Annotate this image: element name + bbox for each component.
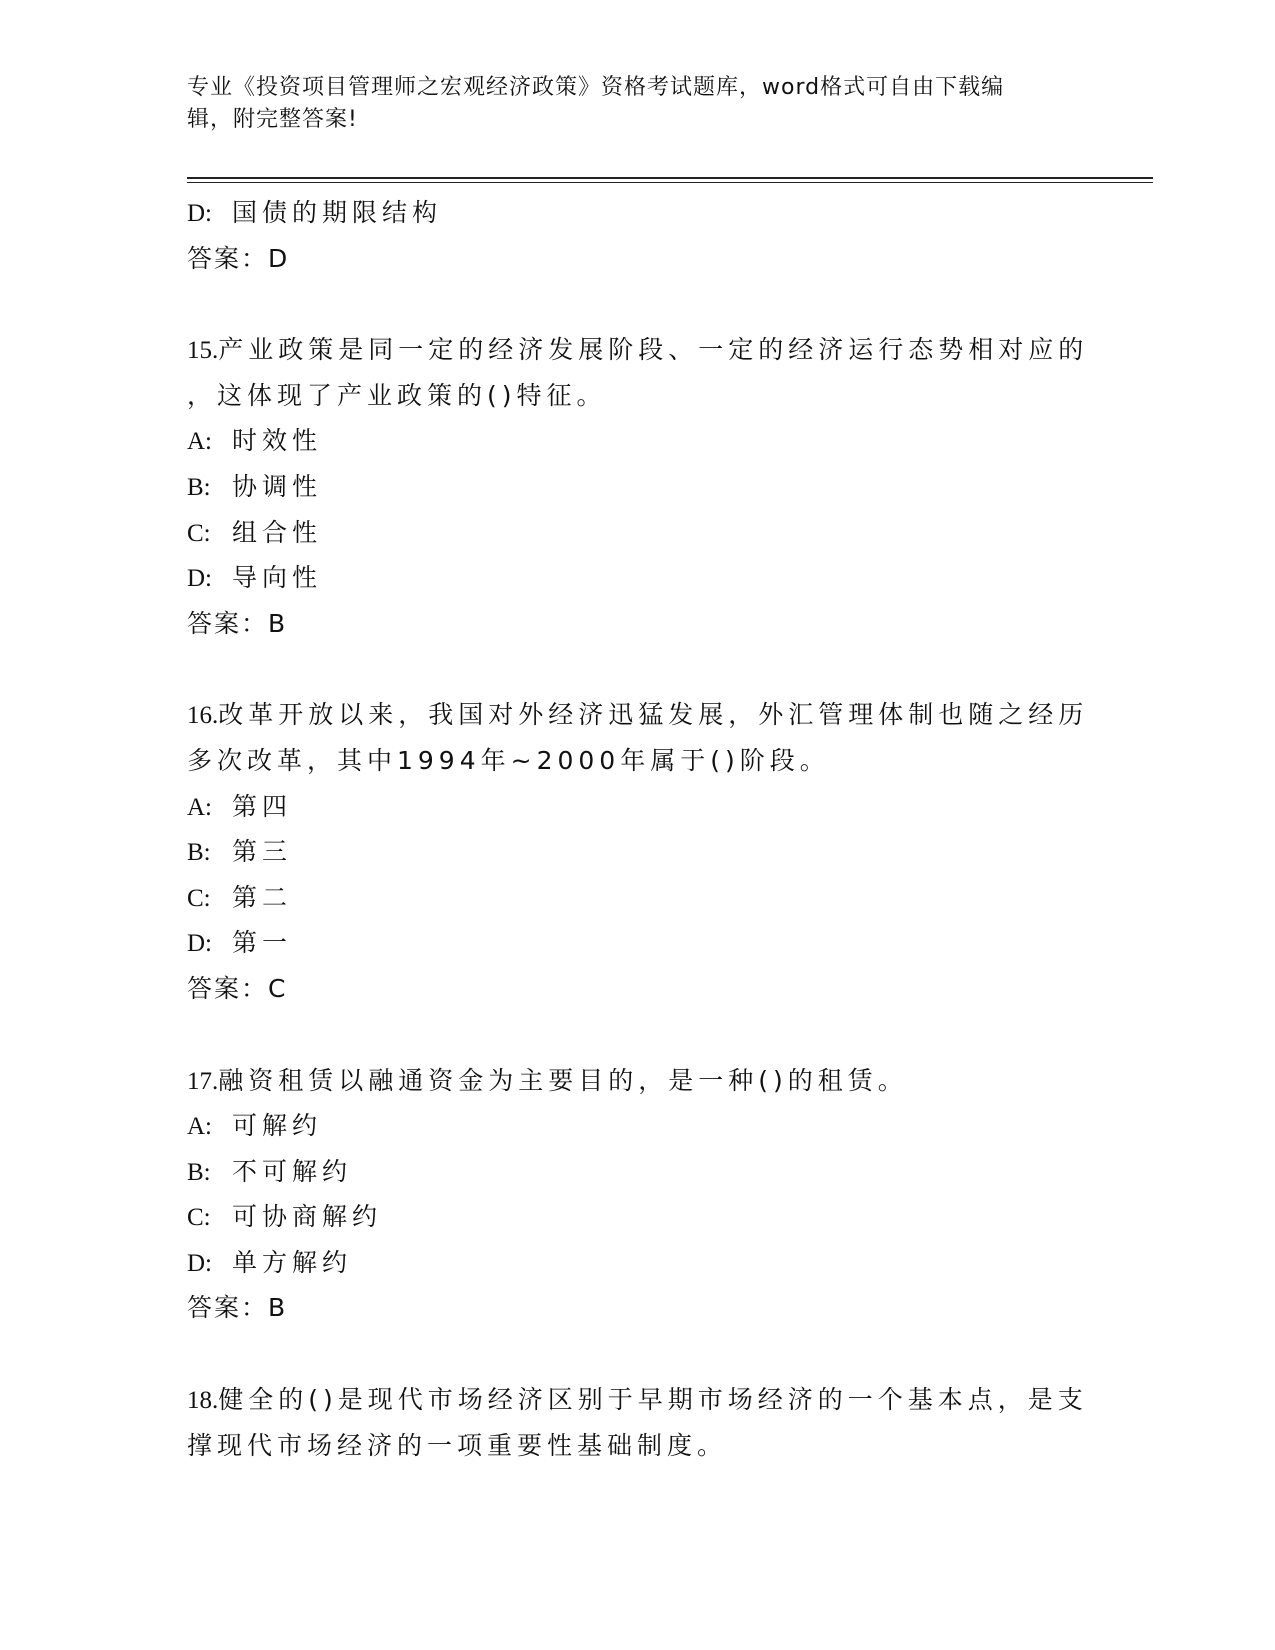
q15-stem-line-2: ，这体现了产业政策的()特征。 bbox=[187, 380, 607, 410]
q16-option-d bbox=[187, 920, 1087, 966]
option-text: 导向性 bbox=[232, 563, 323, 593]
option-key: C: bbox=[187, 884, 211, 912]
option-key: C: bbox=[187, 1204, 211, 1232]
q17-stem-line-1 bbox=[187, 1058, 1087, 1104]
q16-option-b bbox=[187, 829, 1087, 875]
option-key: A: bbox=[187, 793, 212, 821]
option-key: D: bbox=[187, 930, 212, 958]
q17-answer: 答案：B bbox=[187, 1293, 288, 1323]
question-text: 产业政策是同一定的经济发展阶段、一定的经济运行态势相对应的 bbox=[218, 335, 1089, 365]
option-key: D: bbox=[187, 1249, 212, 1277]
question-text: 改革开放以来，我国对外经济迅猛发展，外汇管理体制也随之经历 bbox=[218, 700, 1089, 730]
q17-option-c bbox=[187, 1194, 1087, 1240]
header-line-1: 专业《投资项目管理师之宏观经济政策》资格考试题库，word格式可自由下载编 bbox=[187, 75, 1005, 100]
question-number: 16. bbox=[187, 702, 219, 730]
document-body bbox=[187, 190, 1087, 1468]
question-number: 15. bbox=[187, 337, 219, 365]
option-text: 单方解约 bbox=[232, 1247, 353, 1277]
q15-stem-line-1 bbox=[187, 327, 1087, 373]
q15-option-c bbox=[187, 510, 1087, 556]
option-text: 第三 bbox=[232, 837, 293, 867]
question-text: 健全的()是现代市场经济区别于早期市场经济的一个基本点，是支 bbox=[218, 1385, 1088, 1415]
option-text: 第一 bbox=[232, 928, 293, 958]
option-key: A: bbox=[187, 1113, 212, 1141]
option-key: B: bbox=[187, 839, 211, 867]
option-key: B: bbox=[187, 1158, 211, 1186]
page-header bbox=[187, 72, 1067, 136]
question-text: 融资租赁以融通资金为主要目的，是一种()的租赁。 bbox=[218, 1065, 908, 1095]
q17-option-d bbox=[187, 1240, 1087, 1286]
q17-option-b bbox=[187, 1149, 1087, 1195]
option-text: 国债的期限结构 bbox=[232, 198, 443, 227]
q15-option-a bbox=[187, 418, 1087, 464]
option-text: 可协商解约 bbox=[232, 1202, 383, 1232]
option-key: D: bbox=[187, 565, 212, 593]
option-text: 协调性 bbox=[232, 471, 323, 501]
option-text: 第二 bbox=[232, 882, 293, 912]
q16-option-a bbox=[187, 784, 1087, 830]
q18-stem-line-1 bbox=[187, 1377, 1087, 1423]
q16-stem-line-2: 多次改革，其中1994年~2000年属于()阶段。 bbox=[187, 745, 830, 775]
option-text: 时效性 bbox=[232, 426, 323, 456]
header-rule-thick bbox=[187, 177, 1153, 179]
option-text: 第四 bbox=[232, 791, 293, 821]
q18-stem-line-2: 撑现代市场经济的一项重要性基础制度。 bbox=[187, 1430, 728, 1460]
q15-option-b bbox=[187, 464, 1087, 510]
q15-option-d bbox=[187, 555, 1087, 601]
question-number: 17. bbox=[187, 1067, 219, 1095]
q17-option-a bbox=[187, 1103, 1087, 1149]
option-key: C: bbox=[187, 519, 211, 547]
q16-option-c bbox=[187, 875, 1087, 921]
option-key: D: bbox=[187, 200, 212, 227]
prev-answer: 答案：D bbox=[187, 243, 290, 273]
header-rule-thin bbox=[187, 182, 1153, 183]
option-key: A: bbox=[187, 428, 212, 456]
option-text: 不可解约 bbox=[232, 1156, 353, 1186]
q16-answer: 答案：C bbox=[187, 973, 288, 1003]
option-text: 组合性 bbox=[232, 517, 323, 547]
q15-answer: 答案：B bbox=[187, 608, 288, 638]
prev-option-d bbox=[187, 190, 1087, 236]
header-line-2: 辑，附完整答案! bbox=[187, 107, 358, 132]
question-number: 18. bbox=[187, 1387, 219, 1415]
option-key: B: bbox=[187, 473, 211, 501]
q16-stem-line-1 bbox=[187, 692, 1087, 738]
option-text: 可解约 bbox=[232, 1111, 323, 1141]
